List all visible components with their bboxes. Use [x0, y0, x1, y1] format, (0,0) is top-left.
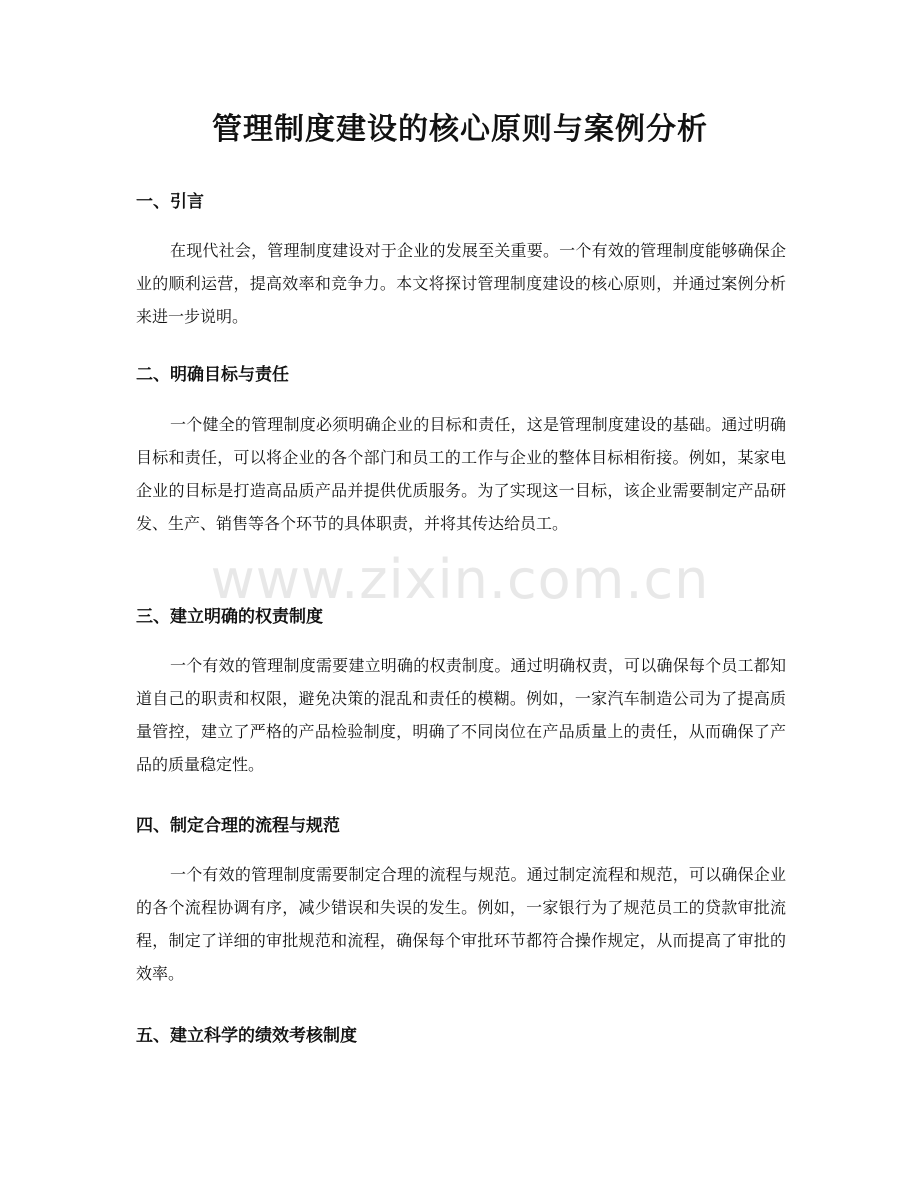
section-paragraph-process-standards: 一个有效的管理制度需要制定合理的流程与规范。通过制定流程和规范，可以确保企业的各个流程协调有序，减少错误和失误的发生。例如，一家银行为了规范员工的贷款审批流程，制定了详细的审批规范和流程，确保每个审批环节都符合操作规定，从而提高了审批的效率。	[136, 865, 786, 983]
document-title: 管理制度建设的核心原则与案例分析	[212, 112, 708, 147]
section-heading-introduction: 一、引言	[136, 192, 204, 212]
section-paragraph-introduction: 在现代社会，管理制度建设对于企业的发展至关重要。一个有效的管理制度能够确保企业的顺利运营，提高效率和竞争力。本文将探讨管理制度建设的核心原则，并通过案例分析来进一步说明。	[136, 241, 786, 326]
section-heading-performance-review: 五、建立科学的绩效考核制度	[136, 1026, 357, 1046]
section-heading-rights-duties: 三、建立明确的权责制度	[136, 607, 323, 627]
section-heading-goals-responsibilities: 二、明确目标与责任	[136, 365, 289, 385]
watermark: www.zixin.com.cn	[210, 548, 710, 611]
section-heading-process-standards: 四、制定合理的流程与规范	[136, 816, 340, 836]
section-paragraph-rights-duties: 一个有效的管理制度需要建立明确的权责制度。通过明确权责，可以确保每个员工都知道自己的职责和权限，避免决策的混乱和责任的模糊。例如，一家汽车制造公司为了提高质量管控，建立了严格的产品检验制度，明确了不同岗位在产品质量上的责任，从而确保了产品的质量稳定性。	[136, 656, 786, 774]
section-paragraph-goals-responsibilities: 一个健全的管理制度必须明确企业的目标和责任，这是管理制度建设的基础。通过明确目标和责任，可以将企业的各个部门和员工的工作与企业的整体目标相衔接。例如，某家电企业的目标是打造高品质产品并提供优质服务。为了实现这一目标，该企业需要制定产品研发、生产、销售等各个环节的具体职责，并将其传达给员工。	[136, 415, 786, 533]
